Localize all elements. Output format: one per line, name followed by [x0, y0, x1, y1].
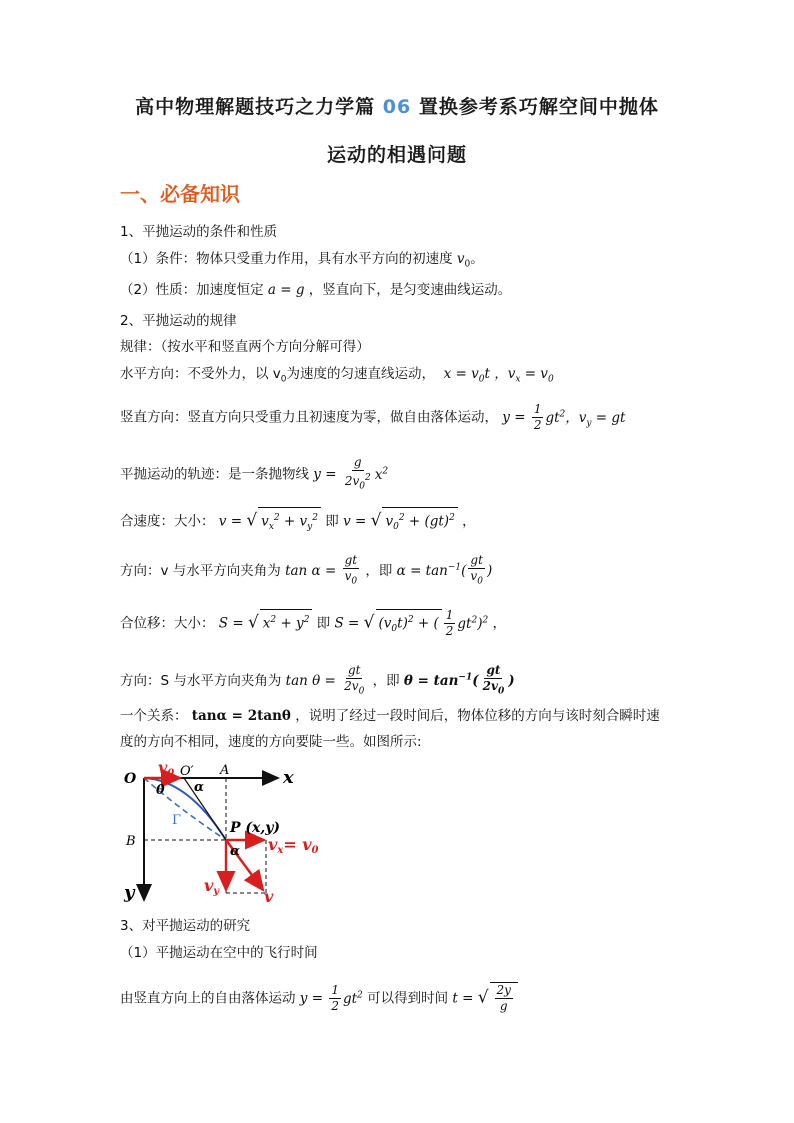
math-span: tanα = 2tanθ — [191, 708, 291, 724]
doc-title-line2: 运动的相遇问题 — [326, 144, 467, 166]
fraction: $\frac{gt}{v_0}$ — [344, 553, 358, 587]
section-heading: 一、必备知识 — [120, 182, 240, 206]
tangent-line — [184, 778, 226, 840]
text-line: 2、平抛运动的规律 — [120, 313, 237, 329]
label-theta: θ — [156, 783, 165, 798]
fraction: $\frac{1}{2}$ — [445, 608, 454, 638]
text-line: 度的方向不相同，速度的方向要陡一些。如图所示: — [120, 734, 422, 750]
label-P: P (x,y) — [230, 820, 281, 836]
text-line: 合位移：大小： S = √ $x^2 + y^2$ 即 S = √ $(v_0t)^2$ + ( $\frac{1}{2}$ $gt^2)^2$ ， — [120, 608, 507, 638]
text-span: ，竖直向下，是匀变速曲线运动。 — [308, 282, 512, 298]
text-line — [120, 249, 484, 275]
label-x: x — [283, 767, 294, 788]
text-span: 方向：v 与水平方向夹角为 — [120, 563, 281, 580]
text-line: 方向：S 与水平方向夹角为 tan θ = $\frac{gt}{2v_0}$ ，即 $\theta = \tan^{-1}$( $\frac{gt}{2v_0}$ ) — [120, 663, 515, 699]
label-vx: vx= v0 — [268, 835, 319, 856]
text-span: 一个关系： — [120, 708, 188, 724]
label-Oprime: O′ — [180, 764, 194, 779]
text-span: 水平方向：不受外力，以 v — [120, 366, 281, 382]
text-span: （2）性质：加速度恒定 — [120, 282, 264, 298]
text-line: 1、平抛运动的条件和性质 — [120, 224, 278, 240]
text-span: 可以得到时间 — [367, 990, 449, 1007]
fraction: $\frac{gt}{2v_0}$ — [344, 663, 365, 697]
title-part: 高中物理解题技巧之力学篇 — [135, 96, 376, 118]
title-number: 06 — [382, 96, 412, 118]
math-span: a = g — [267, 282, 305, 298]
fraction: $\frac{1}{2}$ — [331, 983, 339, 1013]
projectile-diagram — [118, 758, 348, 908]
fraction: $\frac{2y}{g}$ — [496, 983, 511, 1013]
text-span: 合速度：大小： — [120, 513, 215, 530]
text-line: 由竖直方向上的自由落体运动 y = $\frac{1}{2}$ $gt^2$ 可以得到时间 t = √ $\frac{2y}{g}$ — [120, 982, 518, 1014]
doc-title-line1 — [0, 92, 794, 119]
label-vy: vy — [204, 876, 220, 897]
math-span: v — [456, 251, 465, 267]
text-span: 合位移：大小： — [120, 615, 215, 632]
text-line: 合速度：大小： v = √ $v_x^2 + v_y^2$ 即 v = √ $v_0^2 + (gt)^2$ ， — [120, 507, 476, 537]
text-span: 即 — [316, 615, 331, 632]
label-alpha-p: α — [230, 844, 241, 859]
label-v0: v0 — [158, 758, 175, 779]
text-line: 规律：（按水平和竖直两个方向分解可得） — [120, 339, 370, 355]
label-v: v — [264, 887, 274, 906]
text-span: 由竖直方向上的自由落体运动 — [120, 990, 296, 1007]
text-span: 即 — [325, 513, 339, 530]
math-formula: $x = v_0t$ ，$v_x = v_0$ — [439, 366, 554, 385]
label-alpha-top: α — [194, 780, 205, 795]
label-A: A — [220, 763, 230, 778]
fraction: $\frac{1}{2}$ — [533, 402, 542, 432]
text-line — [120, 280, 511, 300]
text-span: ，即 — [372, 673, 400, 690]
text-span: 方向：S 与水平方向夹角为 — [120, 673, 282, 690]
text-span: 为速度的匀速直线运动， — [286, 366, 436, 382]
text-line: 竖直方向：竖直方向只受重力且初速度为零，做自由落体运动， y = $\frac{1}{2}$ $gt^2$，$v_y$ = gt — [120, 402, 626, 432]
text-span: 平抛运动的轨迹：是一条抛物线 — [120, 466, 309, 483]
math-formula: y = — [502, 409, 530, 426]
text-span: 竖直方向：竖直方向只受重力且初速度为零，做自由落体运动， — [120, 409, 498, 426]
title-part: 置换参考系巧解空间中抛体 — [418, 96, 659, 118]
text-span: （1）条件：物体只受重力作用，具有水平方向的初速度 — [120, 251, 453, 267]
text-span: ，说明了经过一段时间后，物体位移的方向与该时刻合瞬时速 — [295, 708, 660, 724]
text-span: ，即 — [365, 563, 393, 580]
label-gamma: Γ — [172, 813, 182, 828]
fraction: $\frac{g}{2v_0^2}$ — [344, 455, 371, 492]
label-O: O — [124, 771, 137, 787]
text-span: 。 — [470, 251, 484, 267]
text-line: 方向：v 与水平方向夹角为 tan α = $\frac{gt}{v_0}$ ，即 $\alpha = \tan^{-1}$( $\frac{gt}{v_0}$ ) — [120, 553, 492, 589]
label-y: y — [124, 882, 135, 903]
fraction: $\frac{gt}{2v_0}$ — [482, 663, 505, 697]
text-line: 平抛运动的轨迹：是一条抛物线 y = $\frac{g}{2v_0^2}$ $x^2$ — [120, 455, 388, 494]
text-line — [120, 706, 660, 726]
fraction: $\frac{gt}{v_0}$ — [470, 553, 483, 587]
text-line: 3、对平抛运动的研究 — [120, 918, 251, 934]
label-B: B — [126, 834, 136, 849]
text-line: 水平方向：不受外力，以 $v_0$为速度的匀速直线运动， $x = v_0t$ ，$v_x = v_0$ — [120, 366, 554, 385]
text-line: （1）平抛运动在空中的飞行时间 — [120, 945, 318, 961]
math-sub: 0 — [464, 259, 471, 270]
